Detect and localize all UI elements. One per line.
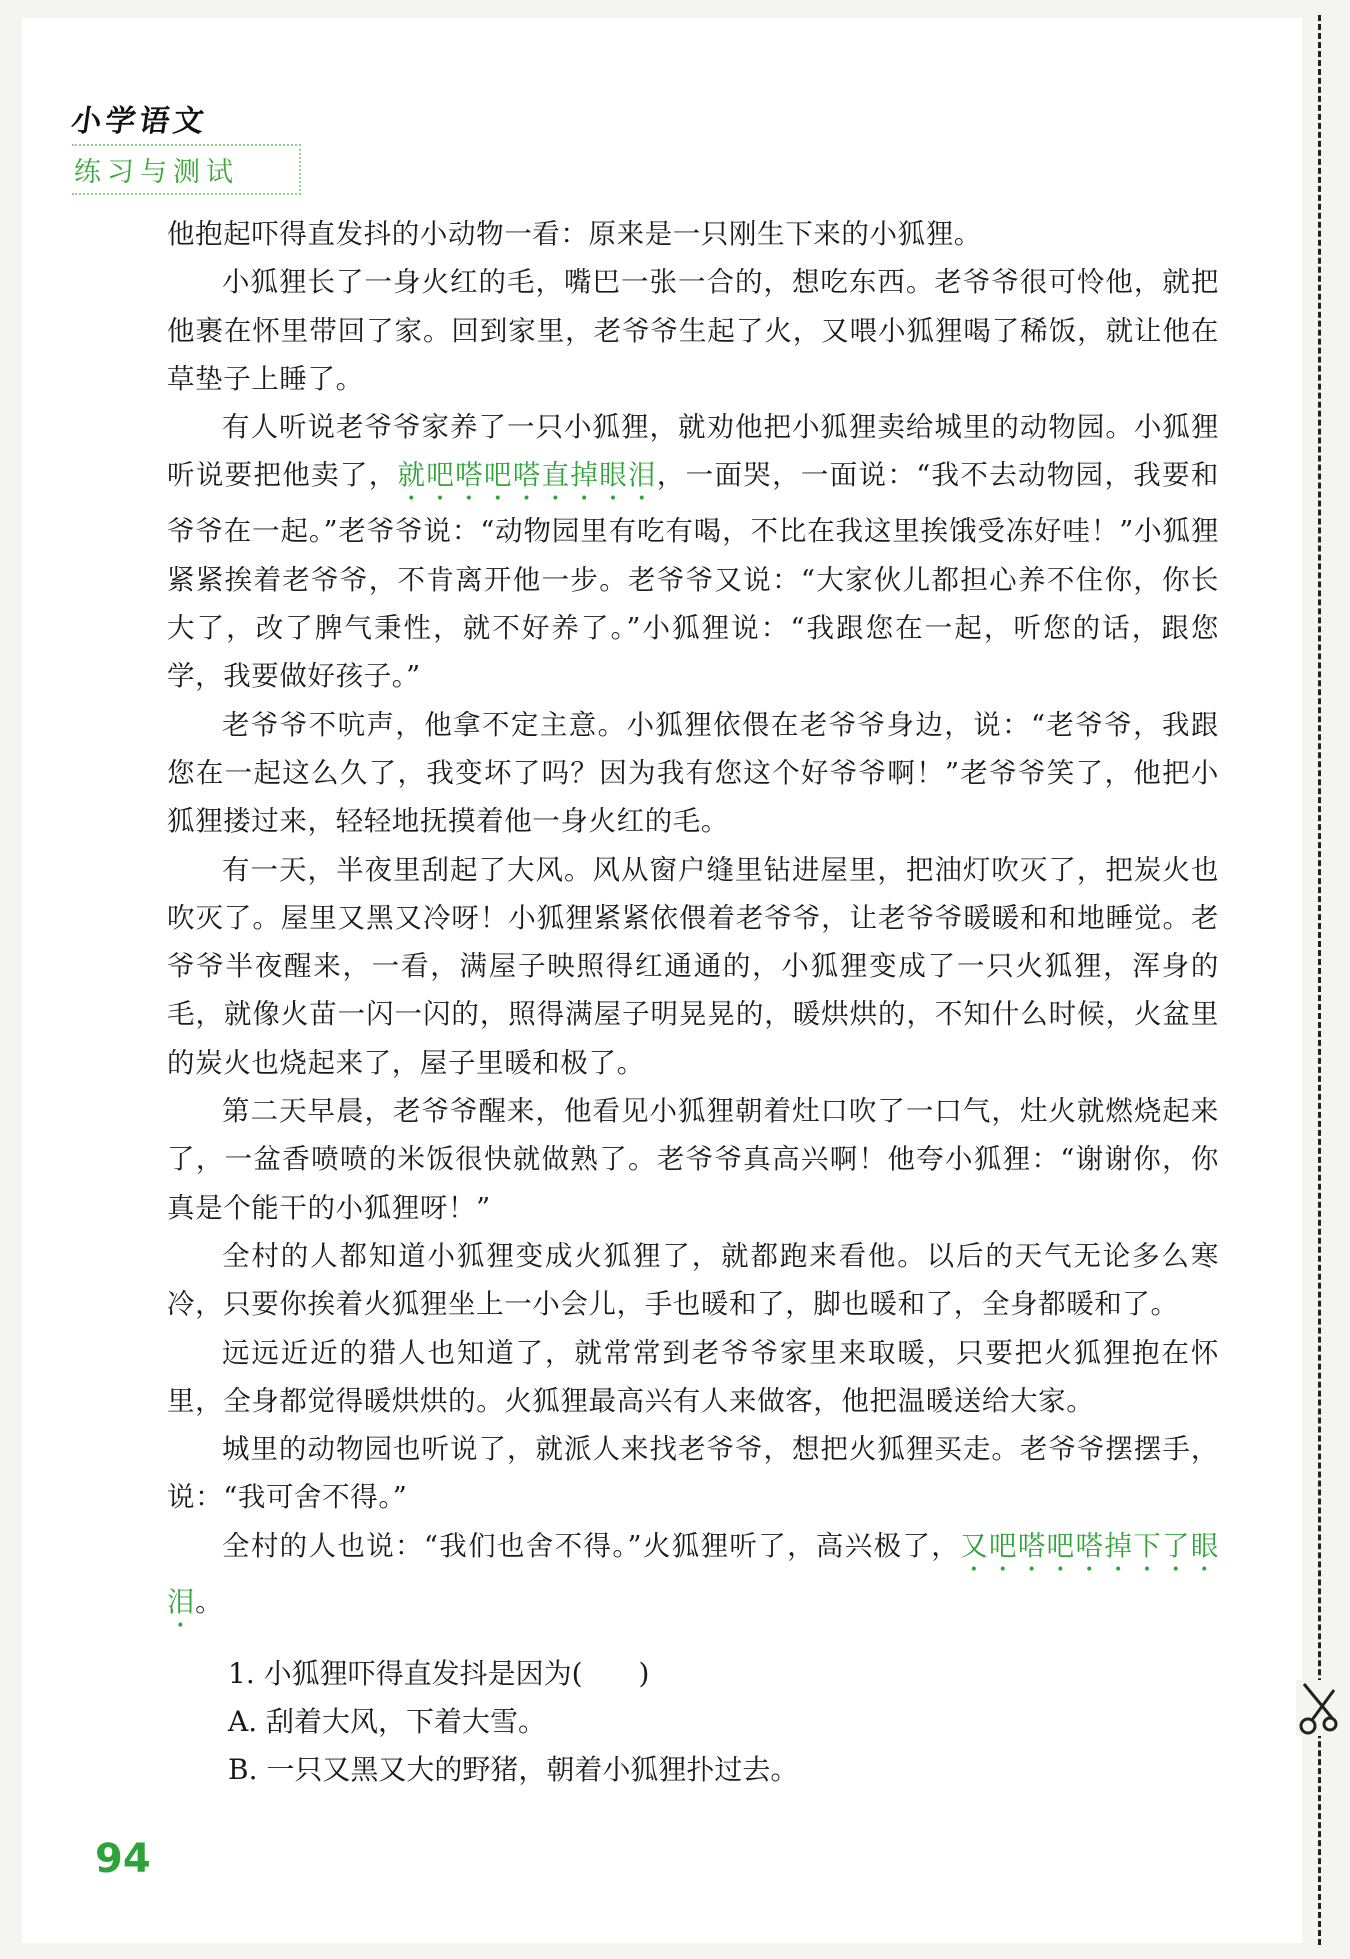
story-paragraph: 城里的动物园也听说了，就派人来找老爷爷，想把火狐狸买走。老爷爷摆摆手，说：“我可舍不得。” (167, 1433, 1219, 1514)
book-title: 练习与测试 (72, 144, 301, 195)
story-paragraph: 全村的人也说：“我们也舍不得。”火狐狸听了，高兴极了，又吧嗒吧嗒掉下了眼泪。 (167, 1529, 1219, 1618)
option-b: B. 一只又黑又大的野猪，朝着小狐狸扑过去。 (228, 1753, 799, 1786)
story-paragraph: 小狐狸长了一身火红的毛，嘴巴一张一合的，想吃东西。老爷爷很可怜他，就把他裹在怀里带回了家。回到家里，老爷爷生起了火，又喂小狐狸喝了稀饭，就让他在草垫子上睡了。 (167, 266, 1219, 395)
story-paragraph: 老爷爷不吭声，他拿不定主意。小狐狸依偎在老爷爷身边，说：“老爷爷，我跟您在一起这么久了，我变坏了吗？因为我有您这个好爷爷啊！”老爷爷笑了，他把小狐狸搂过来，轻轻地抚摸着他一身火红的毛。 (167, 708, 1219, 838)
cut-line (1318, 15, 1321, 1945)
story-text (167, 210, 1219, 1634)
page-number: 94 (95, 1836, 151, 1882)
scissors-icon (1296, 1680, 1340, 1736)
story-paragraph: 有人听说老爷爷家养了一只小狐狸，就劝他把小狐狸卖给城里的动物园。小狐狸听说要把他卖了，就吧嗒吧嗒直掉眼泪，一面哭，一面说：“我不去动物园，我要和爷爷在一起。”老爷爷说：“动物园里有吃有喝，不比在我这里挨饿受冻好哇！”小狐狸紧紧挨着老爷爷，不肯离开他一步。老爷爷又说：“大家伙儿都担心养不住你，你长大了，改了脾气秉性，就不好养了。”小狐狸说：“我跟您在一起，听您的话，跟您学，我要做好孩子。” (167, 411, 1219, 693)
story-paragraph: 第二天早晨，老爷爷醒来，他看见小狐狸朝着灶口吹了一口气，灶火就燃烧起来了，一盆香喷喷的米饭很快就做熟了。老爷爷真高兴啊！他夸小狐狸：“谢谢你，你真是个能干的小狐狸呀！” (167, 1095, 1219, 1224)
story-paragraph: 他抱起吓得直发抖的小动物一看：原来是一只刚生下来的小狐狸。 (167, 218, 982, 250)
question-1: 1. 小狐狸吓得直发抖是因为( ) (228, 1657, 650, 1690)
emphasized-phrase: 又吧嗒吧嗒掉下了眼泪 (167, 1529, 1219, 1618)
emphasized-phrase: 就吧嗒吧嗒直掉眼泪 (397, 459, 657, 492)
story-paragraph: 远远近近的猎人也知道了，就常常到老爷爷家里来取暖，只要把火狐狸抱在怀里，全身都觉得暖烘烘的。火狐狸最高兴有人来做客，他把温暖送给大家。 (167, 1336, 1219, 1417)
series-title: 小学语文 (69, 104, 210, 139)
story-paragraph: 全村的人都知道小狐狸变成火狐狸了，就都跑来看他。以后的天气无论多么寒冷，只要你挨着火狐狸坐上一小会儿，手也暖和了，脚也暖和了，全身都暖和了。 (167, 1239, 1219, 1321)
option-a: A. 刮着大风，下着大雪。 (228, 1705, 547, 1738)
page-header (69, 96, 301, 195)
story-paragraph: 有一天，半夜里刮起了大风。风从窗户缝里钻进屋里，把油灯吹灭了，把炭火也吹灭了。屋里又黑又冷呀！小狐狸紧紧依偎着老爷爷，让老爷爷暖暖和和地睡觉。老爷爷半夜醒来，一看，满屋子映照得红通通的，小狐狸变成了一只火狐狸，浑身的毛，就像火苗一闪一闪的，照得满屋子明晃晃的，暖烘烘的，不知什么时候，火盆里的炭火也烧起来了，屋子里暖和极了。 (167, 853, 1219, 1079)
question-section (228, 1650, 1128, 1794)
